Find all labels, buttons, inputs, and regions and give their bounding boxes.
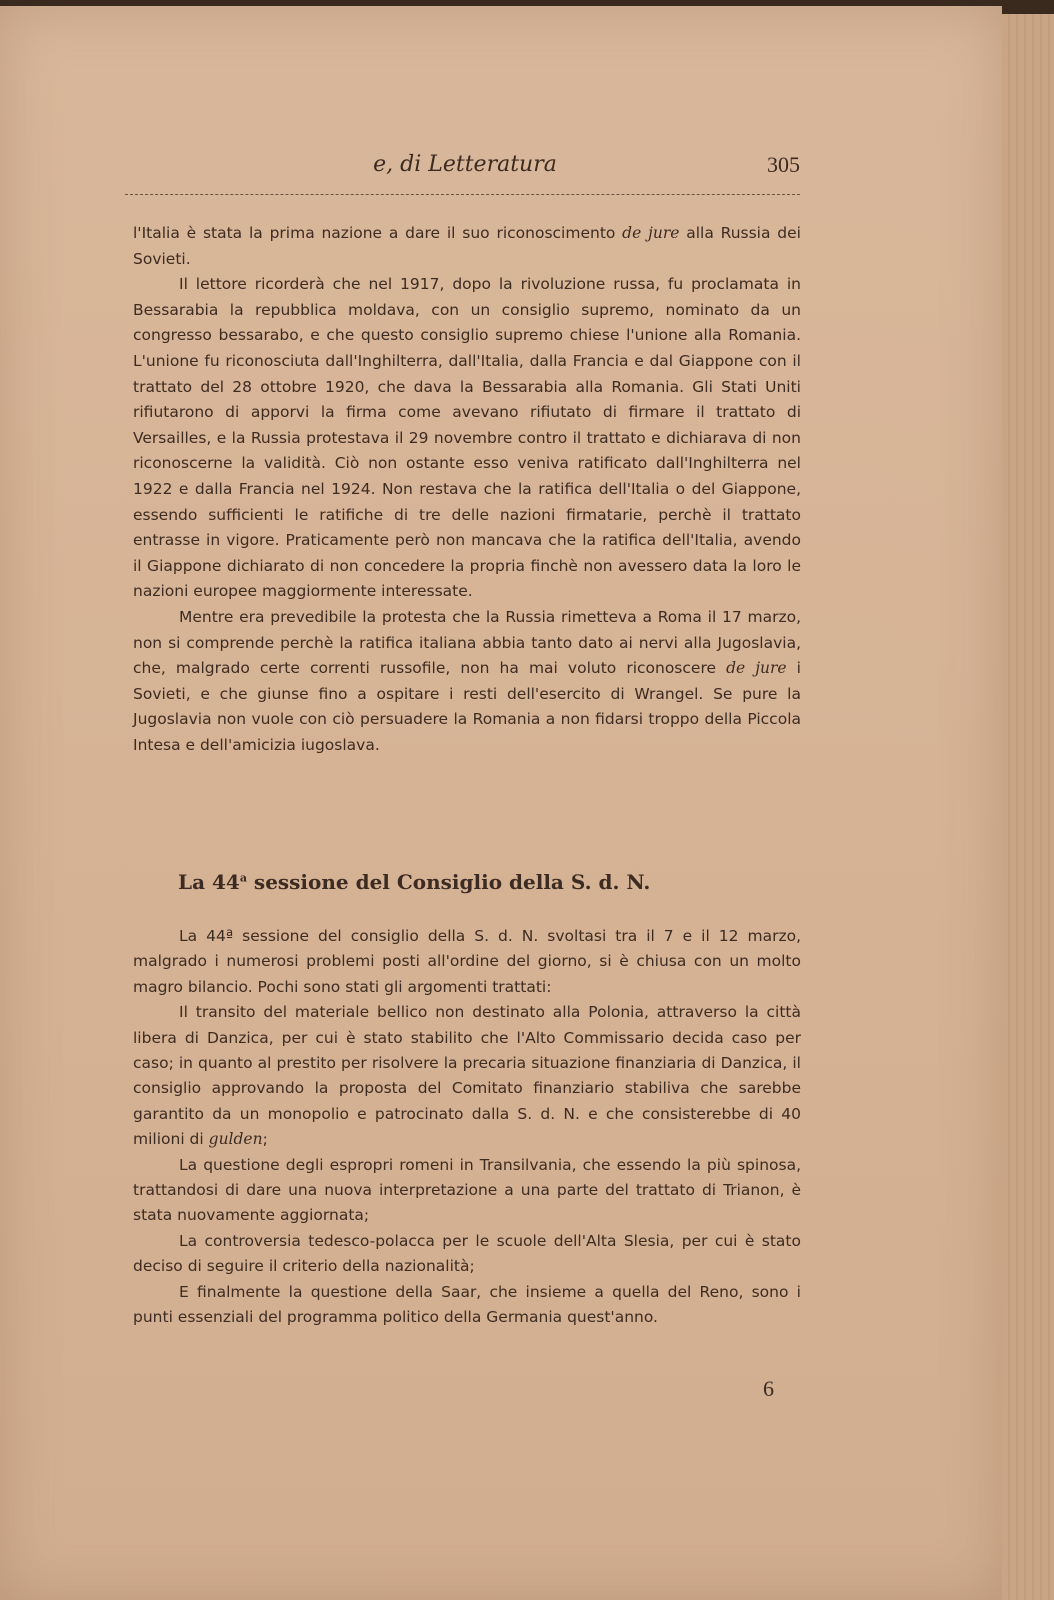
- page-edge: [1002, 14, 1054, 1600]
- body-text-section: [133, 924, 801, 1331]
- running-title: e, di Letteratura: [373, 152, 557, 177]
- page-number: 305: [767, 152, 800, 177]
- page: [0, 6, 1002, 1600]
- italic-term: gulden: [208, 1130, 263, 1149]
- paragraph: La controversia tedesco-polacca per le scuole dell'Alta Slesia, per cui è stato deciso di seguire il criterio della nazionalità;: [133, 1231, 801, 1276]
- paragraph: Mentre era prevedibile la protesta che la Russia rimetteva a Roma il 17 marzo, non si comprende perchè la ratifica italiana abbia tanto dato ai nervi alla Jugoslavia, che, malgrado certe correnti russofile, non ha mai voluto riconoscere de jure i Sovieti, e che giunse fino a ospitare i resti dell'esercito di Wrangel. Se pure la Jugoslavia non vuole con ciò persuadere la Romania a non fidarsi troppo della Piccola Intesa e dell'amicizia iugoslava.: [133, 607, 801, 754]
- section-heading: La 44$^a$ sessione del Consiglio della S. d. N.: [178, 870, 651, 894]
- paragraph: E finalmente la questione della Saar, che insieme a quella del Reno, sono i punti essenziali del programma politico della Germania quest'anno.: [133, 1282, 801, 1327]
- paragraph: l'Italia è stata la prima nazione a dare il suo riconoscimento de jure alla Russia dei Sovieti.: [133, 224, 801, 268]
- signature-number: 6: [763, 1376, 774, 1401]
- paragraph: Il lettore ricorderà che nel 1917, dopo la rivoluzione russa, fu proclamata in Bessarabia la repubblica moldava, con un consiglio supremo, nominato da un congresso bessarabo, e che questo consiglio supremo chiese l'unione alla Romania. L'unione fu riconosciuta dall'Inghilterra, dall'Italia, dalla Francia e dal Giappone con il trattato del 28 ottobre 1920, che dava la Bessarabia alla Romania. Gli Stati Uniti rifiutarono di apporvi la firma come avevano rifiutato di firmare il trattato di Versailles, e la Russia protestava il 29 novembre contro il trattato e dichiarava di non riconoscerne la validità. Ciò non ostante esso veniva ratificato dall'Inghilterra nel 1922 e dalla Francia nel 1924. Non restava che la ratifica dell'Italia o del Giappone, essendo sufficienti le ratifiche di tre delle nazioni firmatarie, perchè il trattato entrasse in vigore. Praticamente però non mancava che la ratifica dell'Italia, avendo il Giappone dichiarato di non concedere la propria finchè non avessero data la loro le nazioni europee maggiormente interessate.: [133, 275, 801, 601]
- running-header: [125, 148, 800, 195]
- body-text-intro: [133, 221, 801, 758]
- paragraph: Il transito del materiale bellico non destinato alla Polonia, attraverso la città libera di Danzica, per cui è stato stabilito che l'Alto Commissario decida caso per caso; in quanto al prestito per risolvere la precaria situazione finanziaria di Danzica, il consiglio approvando la proposta del Comitato finanziario stabiliva che sarebbe garantito da un monopolio e patrocinato dalla S. d. N. e che consisterebbe di 40 milioni di gulden;: [133, 1003, 801, 1149]
- paragraph: La questione degli espropri romeni in Transilvania, che essendo la più spinosa, trattandosi di dare una nuova interpretazione a una parte del trattato di Trianon, è stata nuovamente aggiornata;: [133, 1155, 801, 1225]
- italic-term: de jure: [622, 224, 680, 242]
- paragraph: La 44ª sessione del consiglio della S. d. N. svoltasi tra il 7 e il 12 marzo, malgrado i numerosi problemi posti all'ordine del giorno, si è chiusa con un molto magro bilancio. Pochi sono stati gli argomenti trattati:: [133, 927, 801, 996]
- italic-term: de jure: [726, 659, 787, 678]
